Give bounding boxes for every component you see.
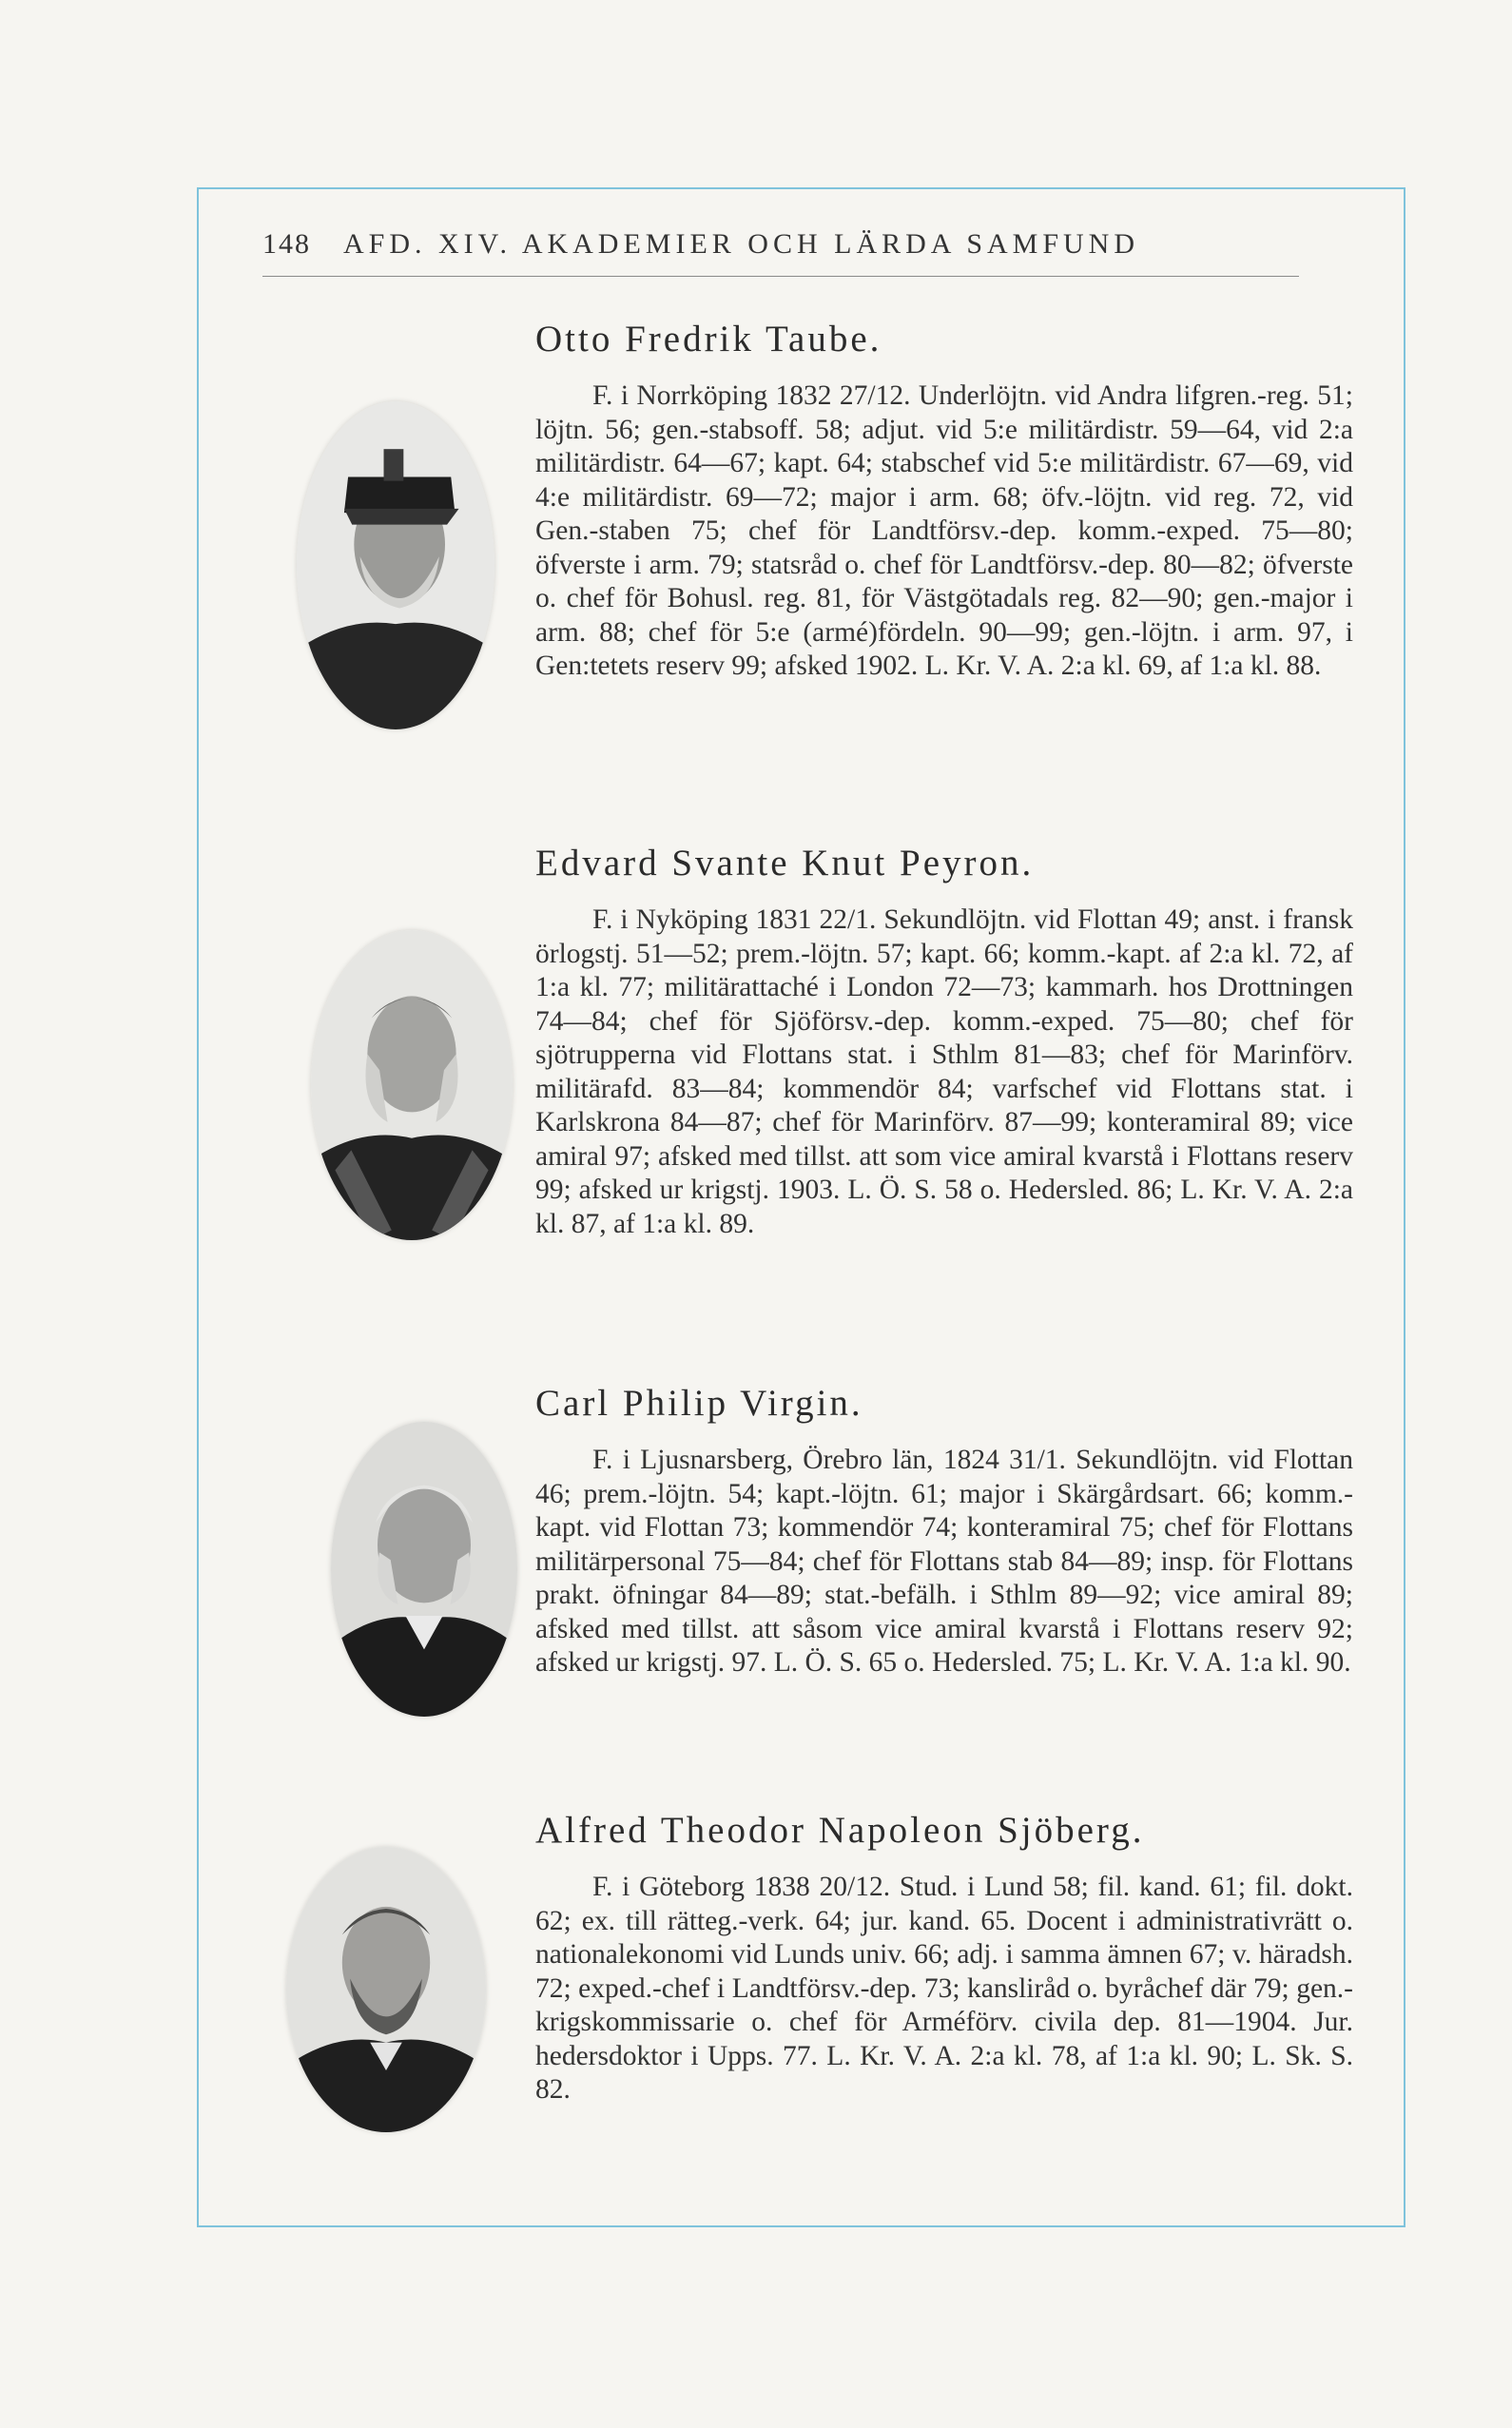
page-number: 148 — [262, 228, 311, 260]
section-title: AFD. XIV. AKADEMIER OCH LÄRDA SAMFUND — [343, 228, 1140, 260]
header-rule — [262, 276, 1299, 277]
portrait-sjoberg-image — [286, 1847, 486, 2132]
entry-taube — [535, 318, 1353, 684]
portrait-virgin — [331, 1422, 517, 1717]
entry-text: F. i Ljusnarsberg, Örebro län, 1824 31/1. Sekundlöjtn. vid Flottan 46; prem.-löjtn. 54; kapt.-löjtn. 61; major i Skärgårdsart. 66; komm.-kapt. vid Flottan 73; kommendör 74; konteramiral 75; chef för Flottans militärpersonal 75—84; chef för Flottans stab 84—89; insp. för Flottans prakt. öfningar 84—89; stat.-befälh. i Sthlm 89—92; vice amiral 89; afsked med tillst. att såsom vice amiral kvarstå i Flottans reserv 92; afsked ur krigstj. 97. L. Ö. S. 65 o. Hedersled. 75; L. Kr. V. A. 1:a kl. 90. — [535, 1445, 1353, 1678]
portrait-peyron-image — [311, 930, 513, 1240]
entry-name: Alfred Theodor Napoleon Sjöberg. — [535, 1810, 1145, 1851]
entry-text: F. i Norrköping 1832 27/12. Underlöjtn. vid Andra lifgren.-reg. 51; löjtn. 56; gen.-stabsoff. 58; adjut. vid 5:e militärdistr. 59—64, vid 2:a militärdistr. 64—67; kapt. 64; stabschef vid 5:e militärdistr. 67—69, vid 4:e militärdistr. 69—72; major i arm. 68; öfv.-löjtn. vid reg. 72, vid Gen.-staben 75; chef för Landtförsv.-dep. komm.-exped. 75—80; öfverste i arm. 79; statsråd o. chef för Landtförsv.-dep. 80—82; öfverste o. chef för Bohusl. reg. 81, för Västgötadals reg. 82—90; gen.-major i arm. 88; chef för 5:e (armé)fördeln. 90—99; gen.-löjtn. i arm. 97, i Gen:tetets reserv 99; afsked 1902. L. Kr. V. A. 2:a kl. 69, af 1:a kl. 88. — [535, 380, 1353, 681]
portrait-virgin-image — [331, 1422, 517, 1717]
entry-name: Otto Fredrik Taube. — [535, 319, 882, 359]
entry-name: Edvard Svante Knut Peyron. — [535, 843, 1035, 884]
portrait-taube-image — [297, 401, 494, 729]
portrait-taube — [297, 401, 494, 729]
entry-peyron — [535, 842, 1353, 1241]
entry-virgin — [535, 1382, 1353, 1680]
portrait-peyron — [311, 930, 513, 1240]
entry-sjoberg — [535, 1809, 1353, 2108]
entry-text: F. i Nyköping 1831 22/1. Sekundlöjtn. vid Flottan 49; anst. i fransk örlogstj. 51—52; prem.-löjtn. 57; kapt. 66; komm.-kapt. af 2:a kl. 72, af 1:a kl. 77; militärattaché i London 72—73; kammarh. hos Drottningen 74—84; chef för Sjöförsv.-dep. komm.-exped. 75—80; chef för sjötrupperna vid Flottans stat. i Sthlm 81—83; chef för Marinförv. militärafd. 83—84; kommendör 84; varfschef vid Flottans stat. i Karlskrona 84—87; chef för Marinförv. 87—99; konteramiral 89; vice amiral 97; afsked med tillst. att som vice amiral kvarstå i Flottans reserv 99; afsked ur krigstj. 1903. L. Ö. S. 58 o. Hedersled. 86; L. Kr. V. A. 2:a kl. 87, af 1:a kl. 89. — [535, 904, 1353, 1239]
entry-name: Carl Philip Virgin. — [535, 1383, 863, 1424]
portrait-sjoberg — [286, 1847, 486, 2132]
entry-text: F. i Göteborg 1838 20/12. Stud. i Lund 58; fil. kand. 61; fil. dokt. 62; ex. till rätteg.-verk. 64; jur. kand. 65. Docent i administrativrätt o. nationalekonomi vid Lunds univ. 66; adj. i samma ämnen 67; v. häradsh. 72; exped.-chef i Landtförsv.-dep. 73; kansliråd o. byråchef där 79; gen.-krigskommissarie o. chef för Arméförv. civila dep. 81—1904. Jur. hedersdoktor i Upps. 77. L. Kr. V. A. 2:a kl. 78, af 1:a kl. 90; L. Sk. S. 82. — [535, 1872, 1353, 2105]
running-head — [262, 228, 1299, 270]
